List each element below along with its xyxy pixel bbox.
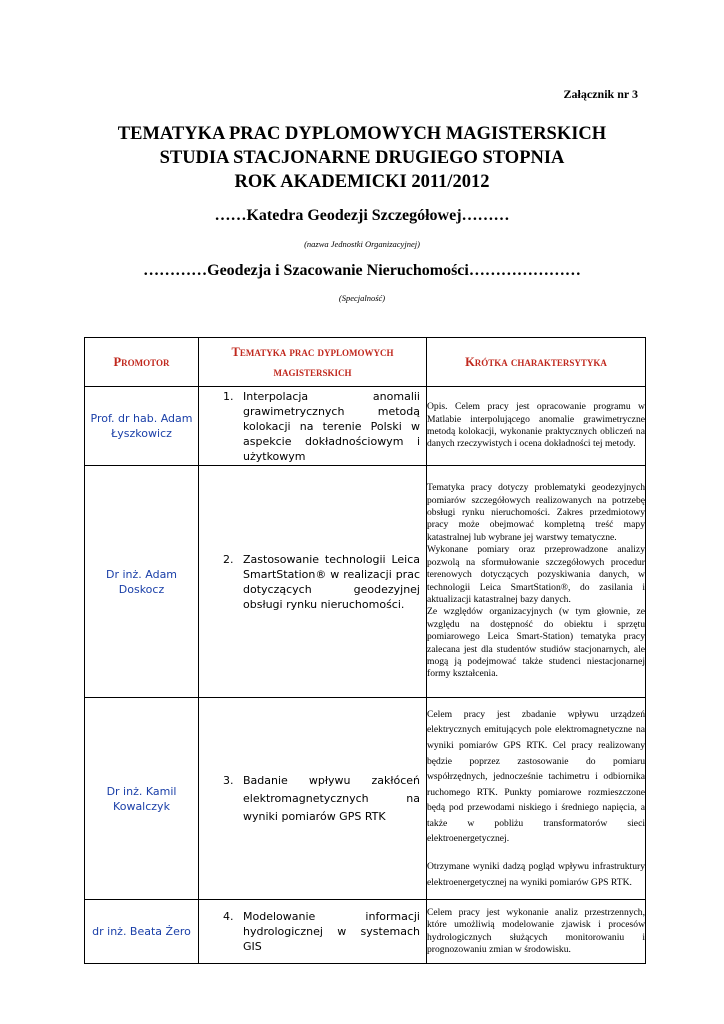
topic-number: 4.: [223, 910, 234, 923]
topic-text: Modelowanie informacji hydrologicznej w systemach GIS: [243, 910, 420, 953]
topic-cell: [199, 387, 427, 466]
description-paragraph: Ze względów organizacyjnych (w tym głownie, ze względu na dostępność do obiektu i sprzętu pomiarowego Leica Smart-Station) tematyka pracy zalecana jest dla studentów studiów stacjonarnych, ale mogą ją podejmować także studenci niestacjonarnej formy kształcenia.: [427, 606, 645, 680]
promotor-cell: dr inż. Beata Żero: [85, 900, 199, 964]
topic-number: 2.: [223, 552, 234, 566]
header-topic: Tematyka prac dyplomowych magisterskich: [199, 338, 427, 387]
table-row: [85, 698, 646, 900]
description-paragraph: Tematyka pracy dotyczy problematyki geodezyjnych pomiarów szczegółowych realizowanych na potrzebę obsługi rynku nieruchomości. Zakres przedmiotowy pracy może obejmować kompletną treść mapy katastralnej lub wybrane jej warstwy tematyczne.: [427, 482, 645, 543]
description-paragraph: Otrzymane wyniki dadzą pogląd wpływu infrastruktury elektroenergetycznej na wyniki pomiarów GPS RTK.: [427, 861, 645, 888]
topic-text: Zastosowanie technologii Leica SmartStation® w realizacji prac dotyczących geodezyjnej obsługi rynku nieruchomości.: [243, 552, 420, 611]
document-title: [0, 122, 724, 194]
title-line-2: STUDIA STACJONARNE DRUGIEGO STOPNIA: [159, 148, 565, 168]
promotor-cell: Dr inż. Adam Doskocz: [85, 466, 199, 698]
specialty-note: (Specjalność): [338, 293, 386, 303]
table-row: [85, 387, 646, 466]
table-header-row: [85, 338, 646, 387]
description-cell: [427, 900, 646, 964]
table-row: [85, 466, 646, 698]
topic-text: Badanie wpływu zakłóceń elektromagnetycznych na wyniki pomiarów GPS RTK: [243, 773, 420, 823]
topic-number: 3.: [223, 773, 234, 787]
description-cell: [427, 466, 646, 698]
department-note: (nazwa Jednostki Organizacyjnej): [304, 239, 420, 249]
title-line-1: TEMATYKA PRAC DYPLOMOWYCH MAGISTERSKICH: [117, 124, 607, 144]
topic-number: 1.: [223, 389, 234, 403]
header-promotor: Promotor: [85, 338, 199, 387]
table-row: [85, 900, 646, 964]
annex-label: Załącznik nr 3: [563, 87, 638, 101]
description-paragraph: Celem pracy jest zbadanie wpływu urządzeń elektrycznych emitujących pole elektromagnetyczne na wyniki pomiarów GPS RTK. Cel pracy realizowany będzie poprzez zastosowanie do pomiaru współrzędnych, jednocześnie tachimetru i odbiornika ruchomego RTK. Punkty pomiarowe rozmieszczone będą pod przewodami niskiego i średniego napięcia, a także w pobliżu transformatorów sieci elektroenergetycznej.: [427, 708, 645, 845]
header-description: Krótka charaktersytyka: [427, 338, 646, 387]
title-line-3: ROK AKADEMICKI 2011/2012: [234, 172, 490, 192]
topics-table: [84, 337, 646, 964]
promotor-cell: Prof. dr hab. Adam Łyszkowicz: [85, 387, 199, 466]
description-cell: [427, 387, 646, 466]
department-name: ……Katedra Geodezji Szczegółowej………: [214, 207, 510, 224]
description-cell: [427, 698, 646, 900]
promotor-cell: Dr inż. Kamil Kowalczyk: [85, 698, 199, 900]
topic-cell: [199, 900, 427, 964]
specialty-name: …………Geodezja i Szacowanie Nieruchomości…………………: [143, 262, 581, 279]
topic-text: Interpolacja anomalii grawimetrycznych metodą kolokacji na terenie Polski w aspekcie dokładnościowym i użytkowym: [243, 389, 420, 463]
description-paragraph: Wykonane pomiary oraz przeprowadzone analizy pozwolą na sformułowanie szczegółowych procedur terenowych dotyczących pozyskiwania danych, w technologii Leica SmartStation®, do zasilania i aktualizacji katastralnej bazy danych.: [427, 544, 645, 605]
description-paragraph: Celem pracy jest wykonanie analiz przestrzennych, które umożliwią modelowanie zjawisk i procesów hydrologicznych służących monitorowaniu i prognozowaniu zmian w środowisku.: [427, 906, 645, 955]
description-paragraph: Opis. Celem pracy jest opracowanie programu w Matlabie interpolującego anomalie grawimetryczne metodą kolokacji, wykonanie praktycznych obliczeń na danych rzeczywistych i ocena dokładności tej metody.: [427, 401, 645, 450]
topic-cell: [199, 466, 427, 698]
topic-cell: [199, 698, 427, 900]
